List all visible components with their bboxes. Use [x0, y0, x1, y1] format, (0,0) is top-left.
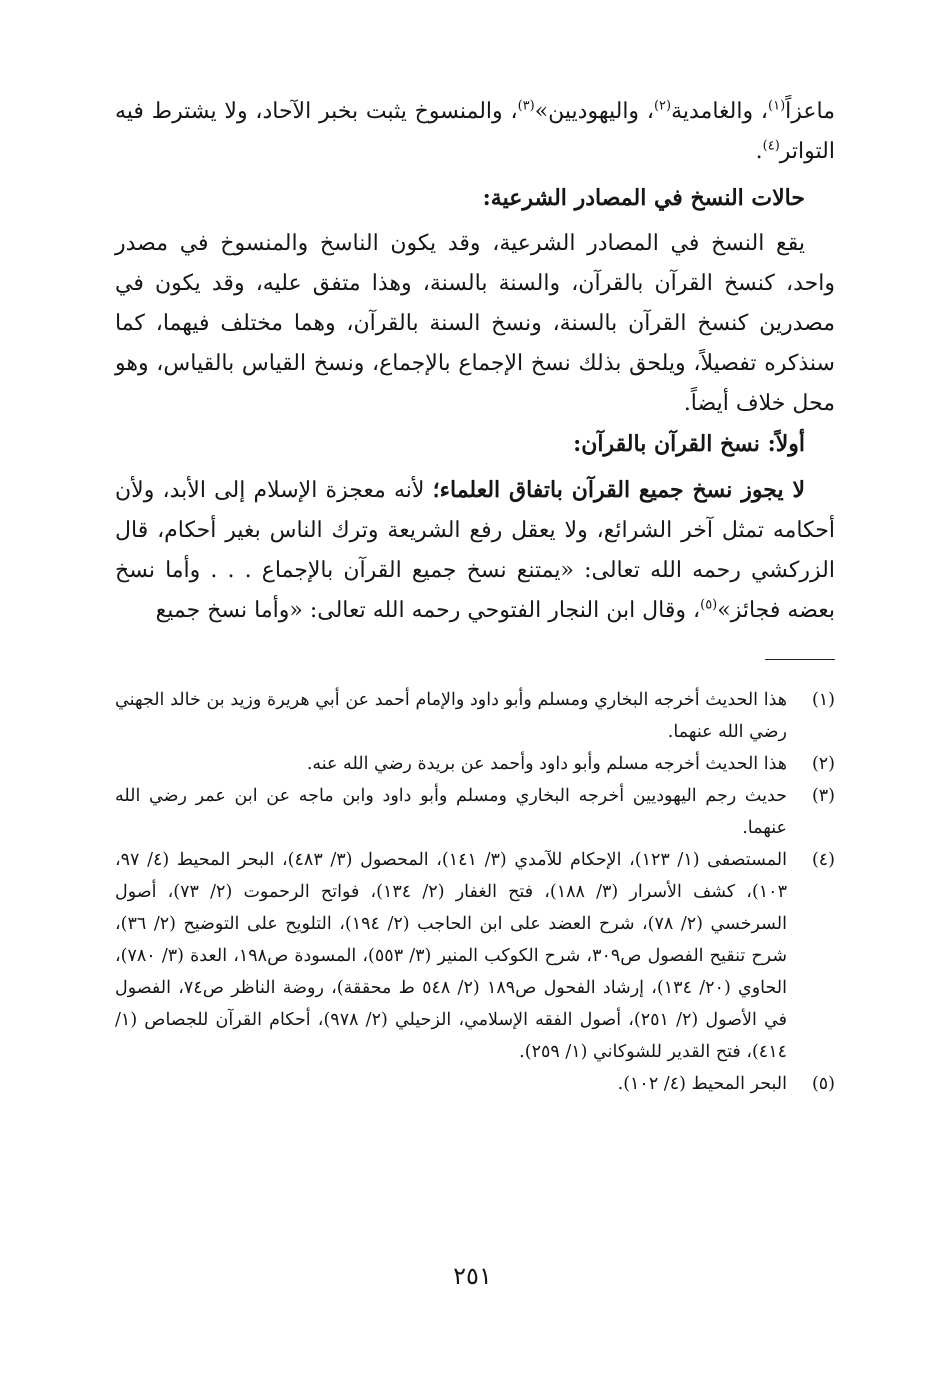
bold-statement: لا يجوز نسخ جميع القرآن باتفاق العلماء؛ — [432, 477, 805, 503]
paragraph-1 — [115, 92, 835, 172]
footnote-number: (٢) — [811, 754, 835, 774]
paragraph-3 — [115, 470, 835, 631]
footnote-text: هذا الحديث أخرجه البخاري ومسلم وأبو داود والإمام أحمد عن أبي هريرة وزيد بن خالد الجهني رضي الله عنهما. — [115, 690, 787, 742]
text-run: ، والمنسوخ يثبت بخبر الآحاد، ولا يشترط فيه التواتر — [115, 99, 835, 164]
footnote-number: (٣) — [811, 786, 835, 806]
section-heading: حالات النسخ في المصادر الشرعية: — [482, 185, 805, 211]
footnote-number: (٥) — [811, 1074, 835, 1094]
document-page — [115, 92, 835, 1389]
footnote-ref-1: (١) — [768, 98, 786, 114]
footnotes — [115, 684, 835, 1100]
footnote-ref-5: (٥) — [700, 597, 718, 613]
footnote-text: المستصفى (١/ ١٢٣)، الإحكام للآمدي (٣/ ١٤١)، المحصول (٣/ ٤٨٣)، البحر المحيط (٤/ ٩٧، ١٠٣)، كشف الأسرار (٣/ ١٨٨)، فتح الغفار (٢/ ١٣٤)، فواتح الرحموت (٢/ ٧٣)، أصول السرخسي (٢/ ٧٨)، شرح العضد على ابن الحاجب (٢/ ١٩٤)، التلويح على التوضيح (٢/ ٣٦)، شرح تنقيح الفصول ص٣٠٩، شرح الكوكب المنير (٣/ ٥٥٣)، المسودة ص١٩٨، العدة (٣/ ٧٨٠)، الحاوي (٢٠/ ١٣٤)، إرشاد الفحول ص١٨٩ (٢/ ٥٤٨ ط محققة)، روضة الناظر ص٧٤، الفصول في الأصول (٢/ ٢٥١)، أصول الفقه الإسلامي، الزحيلي (٢/ ٩٧٨)، أحكام القرآن للجصاص (١/ ٤١٤)، فتح القدير للشوكاني (١/ ٢٥٩). — [115, 850, 788, 1062]
footnote-number: (١) — [811, 690, 835, 710]
footnote-text: حديث رجم اليهوديين أخرجه البخاري ومسلم وأبو داود وابن ماجه عن ابن عمر رضي الله عنهما. — [115, 786, 787, 838]
text-run: ، والغامدية — [671, 99, 768, 124]
footnote-ref-4: (٤) — [762, 138, 780, 154]
footnote-ref-3: (٣) — [517, 98, 535, 114]
footnote-3 — [115, 780, 835, 844]
footnote-1 — [115, 684, 835, 748]
main-text — [115, 92, 835, 631]
paragraph-2: يقع النسخ في المصادر الشرعية، وقد يكون الناسخ والمنسوخ في مصدر واحد، كنسخ القرآن بالقرآن، والسنة بالسنة، وهذا متفق عليه، وقد يكون في مصدرين كنسخ القرآن بالسنة، ونسخ السنة بالقرآن، وهما مختلف فيهما، كما سنذكره تفصيلاً، ويلحق بذلك نسخ الإجماع بالإجماع، ونسخ القياس بالقياس، وهو محل خلاف أيضاً. — [115, 231, 835, 416]
text-run: . — [755, 139, 763, 164]
footnote-ref-2: (٢) — [653, 98, 672, 114]
footnote-separator — [765, 659, 835, 660]
text-run: ، وقال ابن النجار الفتوحي رحمه الله تعالى: «وأما نسخ جميع — [155, 598, 701, 623]
text-run: ماعزاً — [785, 99, 836, 124]
page-number: ٢٥١ — [453, 1262, 492, 1290]
footnote-5 — [115, 1068, 835, 1100]
footnote-4 — [115, 844, 835, 1068]
footnote-2 — [115, 748, 835, 780]
text-run: لأنه معجزة الإسلام إلى الأبد، ولأن أحكامه تمثل آخر الشرائع، ولا يعقل رفع الشريعة وترك الناس بغير أحكام، قال الزركشي رحمه الله تعالى: «يمتنع نسخ جميع القرآن بالإجماع . . . وأما نسخ بعضه فجائز» — [115, 478, 835, 623]
footnote-text: البحر المحيط (٤/ ١٠٢). — [617, 1074, 787, 1094]
text-run: ، واليهوديين» — [534, 99, 654, 124]
footnote-text: هذا الحديث أخرجه مسلم وأبو داود وأحمد عن بريدة رضي الله عنه. — [306, 754, 787, 774]
subsection-heading: أولاً: نسخ القرآن بالقرآن: — [573, 431, 805, 457]
footnote-number: (٤) — [811, 850, 835, 870]
